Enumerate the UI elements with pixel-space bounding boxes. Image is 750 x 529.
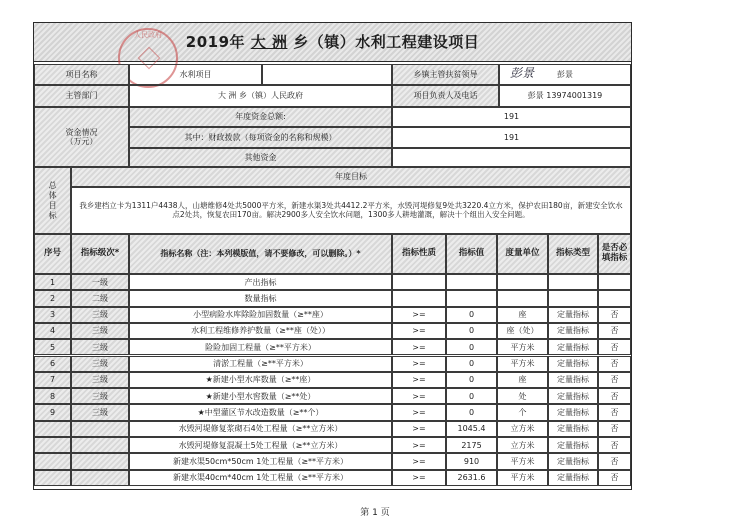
table-cell-no: 2 — [34, 290, 71, 306]
table-cell-required — [598, 290, 631, 306]
table-cell-unit: 座 — [497, 307, 548, 323]
table-cell-value: 910 — [446, 453, 497, 469]
table-cell-unit: 平方米 — [497, 470, 548, 486]
table-cell-name: 水利工程维修养护数量（≥**座（处）） — [129, 323, 392, 339]
funds-finance-value: 191 — [392, 127, 631, 148]
table-cell-level — [71, 421, 129, 437]
table-cell-unit: 处 — [497, 388, 548, 404]
empty-cell — [262, 64, 392, 85]
table-cell-type — [548, 274, 598, 290]
table-cell-name: ★中型灌区节水改造数量（≥**个） — [129, 404, 392, 420]
table-cell-name: 水毁河堤修复混凝土5处工程量（≥**立方米） — [129, 437, 392, 453]
department-label: 主管部门 — [34, 85, 129, 107]
table-cell-nature: >= — [392, 372, 446, 388]
title-year: 2019年 — [185, 33, 246, 51]
handwritten-signature: 彭景 — [510, 66, 535, 80]
table-cell-level: 一级 — [71, 274, 129, 290]
seal-text: 人民政府 — [134, 31, 162, 39]
table-cell-required: 否 — [598, 404, 631, 420]
table-cell-unit: 个 — [497, 404, 548, 420]
table-cell-name: 险险加固工程量（≥**平方米） — [129, 339, 392, 355]
goal-side-label: 总体目标 — [34, 167, 71, 234]
table-cell-name: 产出指标 — [129, 274, 392, 290]
table-cell-name: ★新建小型水库数量（≥**座） — [129, 372, 392, 388]
table-cell-no: 3 — [34, 307, 71, 323]
column-header-no: 序号 — [34, 234, 71, 274]
table-cell-level: 三级 — [71, 388, 129, 404]
funds-other-label: 其他资金 — [129, 148, 392, 167]
table-cell-unit: 平方米 — [497, 356, 548, 372]
table-cell-nature: >= — [392, 421, 446, 437]
table-cell-level: 三级 — [71, 404, 129, 420]
table-cell-no: 9 — [34, 404, 71, 420]
table-cell-required: 否 — [598, 421, 631, 437]
table-cell-type: 定量指标 — [548, 372, 598, 388]
table-cell-no — [34, 421, 71, 437]
table-cell-value — [446, 290, 497, 306]
table-cell-level: 三级 — [71, 356, 129, 372]
table-cell-no — [34, 437, 71, 453]
column-header-type: 指标类型 — [548, 234, 598, 274]
table-cell-name: 小型病险水库除险加固数量（≥**座） — [129, 307, 392, 323]
table-cell-required: 否 — [598, 307, 631, 323]
funds-total-label: 年度资金总额: — [129, 107, 392, 127]
table-cell-name: 数量指标 — [129, 290, 392, 306]
column-header-nature: 指标性质 — [392, 234, 446, 274]
table-cell-unit: 立方米 — [497, 421, 548, 437]
table-cell-no: 1 — [34, 274, 71, 290]
table-cell-type — [548, 290, 598, 306]
table-cell-name: ★新建小型水窖数量（≥**处） — [129, 388, 392, 404]
table-cell-required: 否 — [598, 437, 631, 453]
table-cell-nature: >= — [392, 356, 446, 372]
table-cell-type: 定量指标 — [548, 453, 598, 469]
table-cell-level: 三级 — [71, 372, 129, 388]
table-cell-level: 三级 — [71, 339, 129, 355]
table-cell-nature: >= — [392, 470, 446, 486]
column-header-level: 指标级次* — [71, 234, 129, 274]
page-footer: 第 1 页 — [360, 508, 390, 518]
table-cell-unit: 座（处） — [497, 323, 548, 339]
table-cell-level — [71, 453, 129, 469]
table-cell-nature: >= — [392, 437, 446, 453]
title-rest: 乡（镇）水利工程建设项目 — [293, 33, 480, 51]
responsible-label: 项目负责人及电话 — [392, 85, 499, 107]
table-cell-unit — [497, 274, 548, 290]
funds-other-value — [392, 148, 631, 167]
table-cell-unit — [497, 290, 548, 306]
table-cell-required: 否 — [598, 372, 631, 388]
funds-label: 资金情况 （万元） — [34, 107, 129, 167]
table-cell-no: 4 — [34, 323, 71, 339]
column-header-value: 指标值 — [446, 234, 497, 274]
table-cell-nature: >= — [392, 307, 446, 323]
table-cell-value — [446, 274, 497, 290]
table-cell-level — [71, 437, 129, 453]
table-cell-level: 二级 — [71, 290, 129, 306]
table-cell-unit: 平方米 — [497, 339, 548, 355]
table-cell-value: 0 — [446, 388, 497, 404]
table-cell-required: 否 — [598, 388, 631, 404]
table-cell-level: 三级 — [71, 323, 129, 339]
table-cell-required: 否 — [598, 323, 631, 339]
table-cell-type: 定量指标 — [548, 388, 598, 404]
table-cell-no: 7 — [34, 372, 71, 388]
table-cell-type: 定量指标 — [548, 421, 598, 437]
table-cell-type: 定量指标 — [548, 437, 598, 453]
table-cell-type: 定量指标 — [548, 356, 598, 372]
column-header-unit: 度量单位 — [497, 234, 548, 274]
table-cell-type: 定量指标 — [548, 404, 598, 420]
table-cell-value: 0 — [446, 307, 497, 323]
table-cell-level — [71, 470, 129, 486]
table-cell-name: 清淤工程量（≥**平方米） — [129, 356, 392, 372]
table-cell-name: 新建水渠50cm*50cm 1处工程量（≥**平方米） — [129, 453, 392, 469]
table-cell-type: 定量指标 — [548, 339, 598, 355]
table-cell-nature: >= — [392, 453, 446, 469]
table-cell-unit: 立方米 — [497, 437, 548, 453]
table-cell-value: 0 — [446, 323, 497, 339]
goal-text: 我乡建档立卡为1311户4438人，山塘维修4处共5000平方米，新建水渠3处共4412.2平方米，水毁河堤修复9处共3220.4立方米，保护农田180亩，新建安全饮水点2处共，恢复农田170亩。解决2900多人安全饮水问题，1300多人耕地灌溉，解决十个组出入安全问题。 — [71, 187, 631, 234]
town-leader-value: 彭景 — [499, 64, 631, 85]
department-value: 大 洲 乡（镇）人民政府 — [129, 85, 392, 107]
table-cell-type: 定量指标 — [548, 323, 598, 339]
table-cell-nature: >= — [392, 323, 446, 339]
table-cell-required: 否 — [598, 470, 631, 486]
project-name-label: 项目名称 — [34, 64, 129, 85]
table-cell-unit: 座 — [497, 372, 548, 388]
goal-header: 年度目标 — [71, 167, 631, 187]
table-cell-no: 5 — [34, 339, 71, 355]
table-cell-required: 否 — [598, 339, 631, 355]
table-cell-value: 0 — [446, 372, 497, 388]
table-cell-value: 0 — [446, 356, 497, 372]
table-cell-value: 1045.4 — [446, 421, 497, 437]
table-cell-unit: 平方米 — [497, 453, 548, 469]
title-town: 大 洲 — [250, 33, 288, 51]
table-cell-nature — [392, 274, 446, 290]
column-header-name: 指标名称（注：本列模版值，请不要修改，可以删除。）* — [129, 234, 392, 274]
table-cell-no: 8 — [34, 388, 71, 404]
table-cell-required: 否 — [598, 356, 631, 372]
column-header-required: 是否必填指标 — [598, 234, 631, 274]
table-cell-required: 否 — [598, 453, 631, 469]
table-cell-nature: >= — [392, 404, 446, 420]
table-cell-name: 新建水渠40cm*40cm 1处工程量（≥**平方米） — [129, 470, 392, 486]
table-cell-nature — [392, 290, 446, 306]
table-cell-value: 0 — [446, 339, 497, 355]
table-cell-type: 定量指标 — [548, 470, 598, 486]
table-cell-no — [34, 470, 71, 486]
table-cell-type: 定量指标 — [548, 307, 598, 323]
town-leader-label: 乡镇主管扶贫领导 — [392, 64, 499, 85]
table-cell-nature: >= — [392, 388, 446, 404]
funds-finance-label: 其中：财政拨款（每项资金的名称和规模） — [129, 127, 392, 148]
table-cell-level: 三级 — [71, 307, 129, 323]
responsible-value: 彭景 13974001319 — [499, 85, 631, 107]
table-cell-value: 2175 — [446, 437, 497, 453]
table-cell-value: 0 — [446, 404, 497, 420]
table-cell-no — [34, 453, 71, 469]
table-cell-nature: >= — [392, 339, 446, 355]
table-cell-no: 6 — [34, 356, 71, 372]
funds-total-value: 191 — [392, 107, 631, 127]
table-cell-required — [598, 274, 631, 290]
project-name-value: 水利项目 — [129, 64, 262, 85]
table-cell-name: 水毁河堤修复浆砌石4处工程量（≥**立方米） — [129, 421, 392, 437]
table-cell-value: 2631.6 — [446, 470, 497, 486]
